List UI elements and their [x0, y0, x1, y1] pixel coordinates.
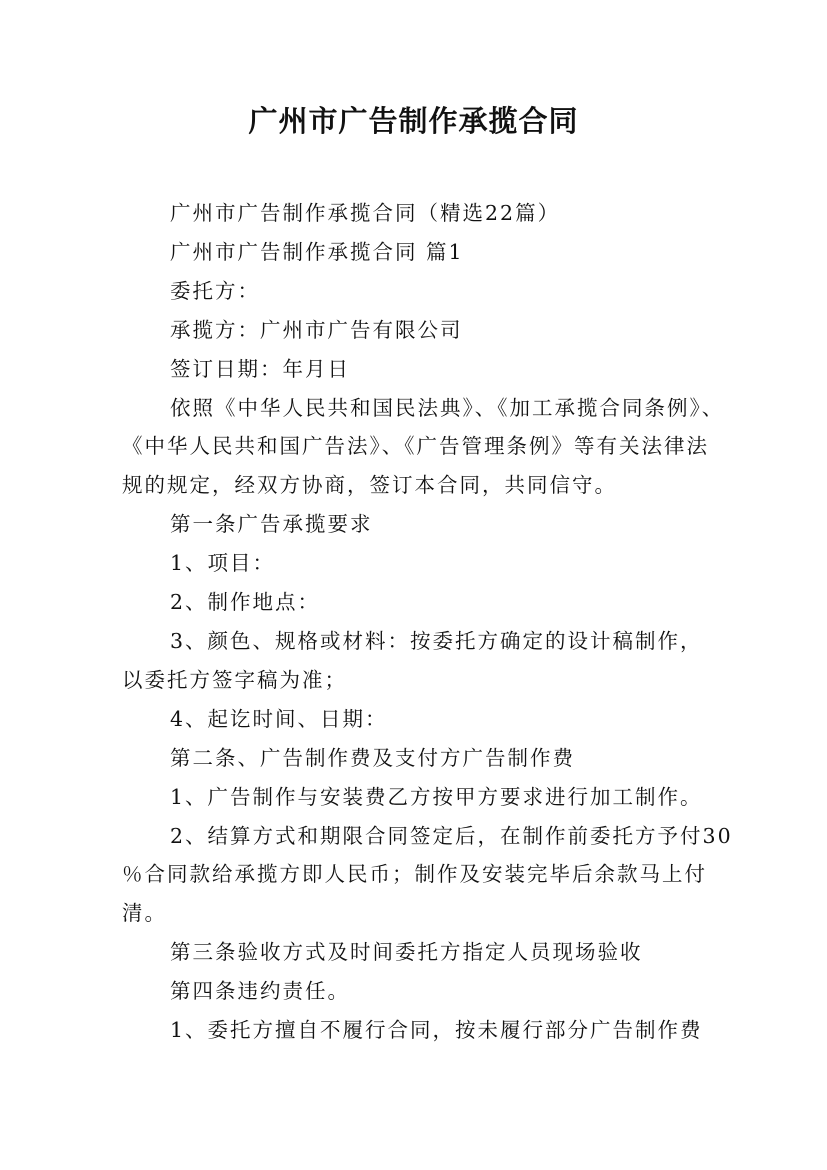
article-1-item-3: 3、颜色、规格或材料：按委托方确定的设计稿制作，	[170, 628, 703, 653]
article-1-item-3-cont: 以委托方签字稿为准；	[122, 667, 347, 692]
article-3-heading: 第三条验收方式及时间委托方指定人员现场验收	[170, 940, 643, 965]
article-2-item-2-end: 清。	[122, 901, 167, 926]
section-heading: 广州市广告制作承揽合同 篇1	[170, 239, 464, 264]
article-1-heading: 第一条广告承揽要求	[170, 512, 373, 537]
article-4-item-1: 1、委托方擅自不履行合同，按未履行部分广告制作费	[170, 1018, 703, 1043]
signing-date-line: 签订日期：年月日	[170, 356, 350, 381]
preamble-line-1: 依照《中华人民共和国民法典》、《加工承揽合同条例》、	[170, 395, 725, 420]
article-1-item-4: 4、起讫时间、日期：	[170, 706, 388, 731]
article-2-item-2: 2、结算方式和期限合同签定后，在制作前委托方予付30	[170, 823, 733, 848]
article-4-heading: 第四条违约责任。	[170, 979, 350, 1004]
preamble-line-2: 《中华人民共和国广告法》、《广告管理条例》等有关法律法	[122, 434, 709, 459]
subtitle-line: 广州市广告制作承揽合同（精选22篇）	[170, 201, 561, 225]
article-2-item-1: 1、广告制作与安装费乙方按甲方要求进行加工制作。	[170, 784, 703, 809]
article-2-item-2-cont: ％合同款给承揽方即人民币；制作及安装完毕后余款马上付	[122, 862, 707, 887]
document-body	[122, 194, 733, 1050]
contractor-line: 承揽方：广州市广告有限公司	[170, 317, 463, 342]
article-1-item-2: 2、制作地点：	[170, 590, 321, 615]
article-2-heading: 第二条、广告制作费及支付方广告制作费	[170, 745, 575, 770]
client-line: 委托方：	[170, 278, 260, 303]
preamble-line-3: 规的规定，经双方协商，签订本合同，共同信守。	[122, 473, 617, 498]
article-1-item-1: 1、项目：	[170, 551, 276, 576]
document-title: 广州市广告制作承揽合同	[248, 104, 579, 138]
